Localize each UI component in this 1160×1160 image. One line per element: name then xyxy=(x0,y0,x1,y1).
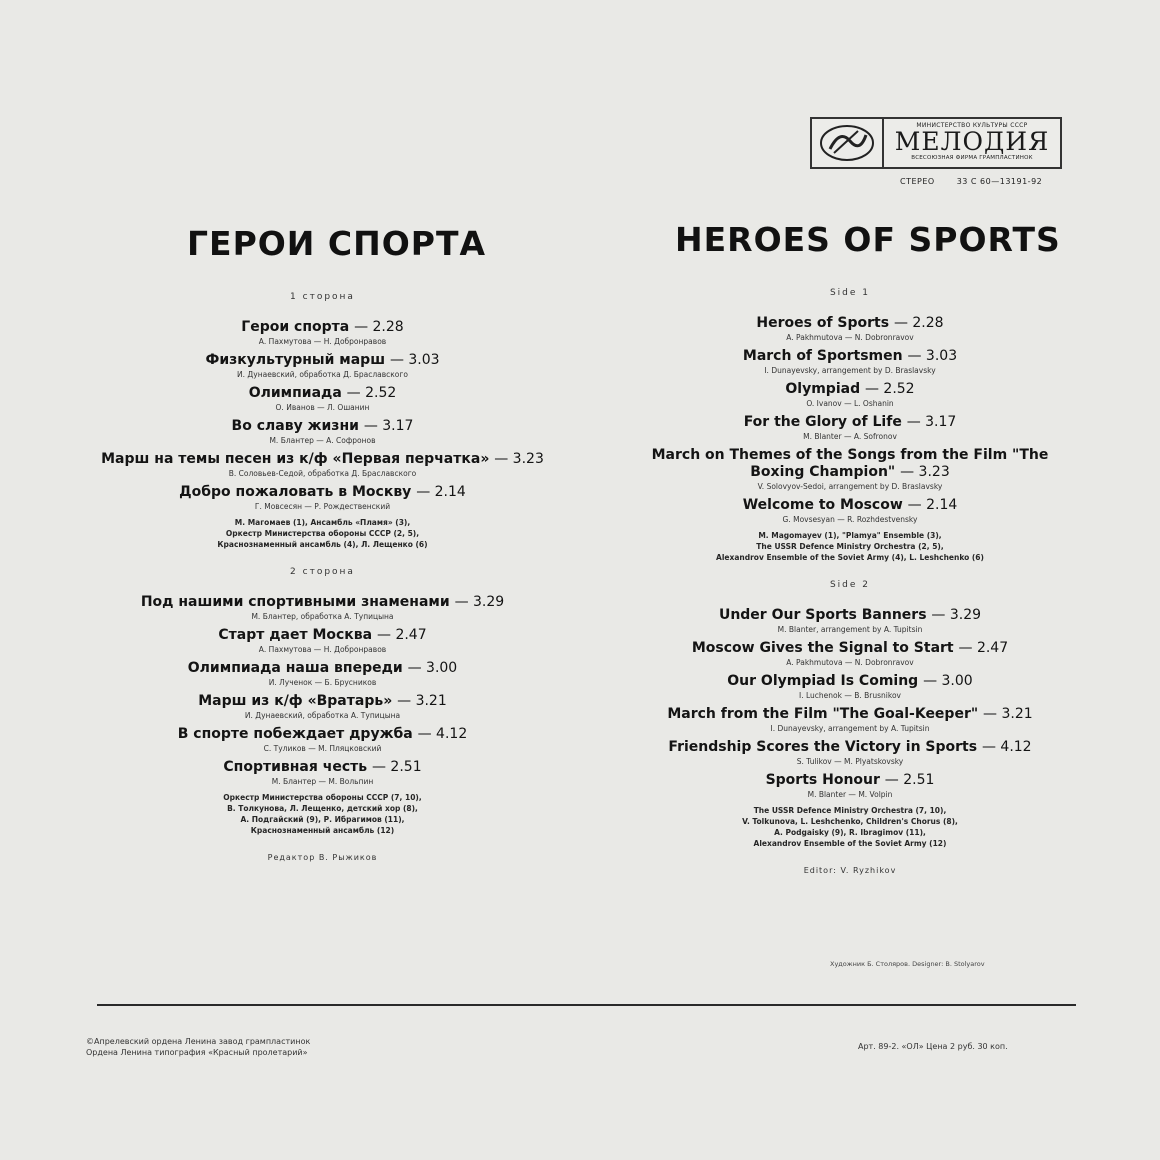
track-item xyxy=(625,497,1075,525)
footer-line-2: Ордена Ленина типография «Красный пролетарий» xyxy=(86,1048,308,1057)
performer-line: The USSR Defence Ministry Orchestra (2, 5), xyxy=(756,542,944,551)
track-credit: I. Dunayevsky, arrangement by D. Braslavsky xyxy=(764,366,936,375)
track-duration: — 4.12 xyxy=(981,739,1032,755)
track-credit: И. Дунаевский, обработка Д. Браславского xyxy=(237,370,408,379)
track-title: Физкультурный марш xyxy=(205,352,386,368)
track-duration: — 2.28 xyxy=(354,319,404,335)
track-title: March of Sportsmen xyxy=(742,348,903,364)
side-2-label-ru: 2 сторона xyxy=(290,567,355,577)
track-item xyxy=(95,726,550,754)
performer-line: M. Magomayev (1), "Plamya" Ensemble (3), xyxy=(758,531,942,540)
performer-line: В. Толкунова, Л. Лещенко, детский хор (8), xyxy=(227,804,418,813)
track-item xyxy=(625,315,1075,343)
track-item xyxy=(95,660,550,688)
stereo-label: СТЕРЕО xyxy=(900,177,935,186)
track-title: Герои спорта xyxy=(241,319,350,335)
track-title: Heroes of Sports xyxy=(756,315,890,331)
track-credit: И. Дунаевский, обработка А. Тупицына xyxy=(244,711,401,720)
track-duration: — 2.52 xyxy=(346,385,397,401)
track-title: Под нашими спортивными знаменами xyxy=(140,594,450,610)
title-ru: ГЕРОИ СПОРТА xyxy=(187,224,487,263)
track-item xyxy=(625,381,1075,409)
track-duration: — 2.14 xyxy=(907,497,958,513)
footer-divider xyxy=(97,1004,1076,1006)
track-duration: — 3.17 xyxy=(906,414,957,430)
track-duration: — 3.03 xyxy=(907,348,958,364)
track-item xyxy=(625,739,1075,767)
track-title: Марш на темы песен из к/ф «Первая перчатка» xyxy=(101,451,490,467)
track-duration: — 3.17 xyxy=(363,418,414,434)
track-item xyxy=(95,594,550,622)
track-title: Добро пожаловать в Москву xyxy=(179,484,412,500)
track-credit: O. Ivanov — L. Oshanin xyxy=(806,399,894,408)
editor-en: Editor: V. Ryzhikov xyxy=(803,866,897,875)
track-credit: M. Blanter — M. Volpin xyxy=(807,790,893,799)
track-duration: — 2.47 xyxy=(377,627,427,643)
track-title: Sports Honour xyxy=(765,772,880,788)
performer-line: Краснознаменный ансамбль (12) xyxy=(250,826,395,835)
track-title: Our Olympiad Is Coming xyxy=(727,673,919,689)
track-duration: — 3.21 xyxy=(397,693,447,709)
track-title: Under Our Sports Banners xyxy=(718,607,927,623)
track-title: For the Glory of Life xyxy=(743,414,902,430)
track-credit: A. Pakhmutova — N. Dobronravov xyxy=(786,333,914,342)
track-item xyxy=(95,484,550,512)
catalog-code: 33 С 60—13191-92 xyxy=(956,177,1043,186)
track-credit: M. Blanter, arrangement by A. Tupitsin xyxy=(777,625,923,634)
performer-line: Alexandrov Ensemble of the Soviet Army (4), L. Leshchenko (6) xyxy=(716,553,984,562)
track-credit: S. Tulikov — M. Plyatskovsky xyxy=(796,757,904,766)
track-duration: — 2.52 xyxy=(864,381,915,397)
track-item xyxy=(625,772,1075,800)
melodiya-logo xyxy=(810,117,1062,169)
track-credit: G. Movsesyan — R. Rozhdestvensky xyxy=(782,515,918,524)
side-1-label-en: Side 1 xyxy=(829,288,871,298)
track-duration: — 3.03 xyxy=(389,352,440,368)
track-credit: С. Туликов — М. Пляцковский xyxy=(263,744,382,753)
performers-ru-side2 xyxy=(95,792,550,836)
designer-credit: Художник Б. Столяров. Designer: B. Stolyarov xyxy=(830,960,985,968)
track-title: Олимпиада наша впереди xyxy=(187,660,403,676)
track-item xyxy=(625,348,1075,376)
track-credit: А. Пахмутова — Н. Добронравов xyxy=(258,645,387,654)
track-item xyxy=(95,418,550,446)
logo-ministry-text: МИНИСТЕРСТВО КУЛЬТУРЫ СССР xyxy=(916,122,1028,129)
track-credit: О. Иванов — Л. Ошанин xyxy=(275,403,370,412)
track-title: March on Themes of the Songs from the Film "The Boxing Champion" xyxy=(651,447,1049,480)
track-credit: Г. Мовсесян — Р. Рождественский xyxy=(254,502,391,511)
performer-line: М. Магомаев (1), Ансамбль «Пламя» (3), xyxy=(234,518,411,527)
track-duration: — 3.21 xyxy=(983,706,1033,722)
performer-line: А. Подгайский (9), Р. Ибрагимов (11), xyxy=(240,815,405,824)
side-1-label-ru: 1 сторона xyxy=(290,292,355,302)
track-title: Старт дает Москва xyxy=(218,627,373,643)
track-credit: М. Блантер, обработка А. Тупицына xyxy=(251,612,394,621)
track-item xyxy=(95,451,550,479)
track-credit: V. Solovyov-Sedoi, arrangement by D. Braslavsky xyxy=(757,482,943,491)
track-title: Olympiad xyxy=(785,381,861,397)
track-item xyxy=(95,352,550,380)
track-title: В спорте побеждает дружба xyxy=(177,726,413,742)
column-ru xyxy=(95,292,550,862)
track-item xyxy=(95,693,550,721)
track-duration: — 3.29 xyxy=(454,594,505,610)
track-title: Friendship Scores the Victory in Sports xyxy=(668,739,978,755)
track-item xyxy=(95,759,550,787)
track-item xyxy=(625,607,1075,635)
track-list-en-side1 xyxy=(625,315,1075,525)
performer-line: Оркестр Министерства обороны СССР (2, 5), xyxy=(225,529,420,538)
performer-line: The USSR Defence Ministry Orchestra (7, 10), xyxy=(753,806,947,815)
track-list-ru-side1 xyxy=(95,319,550,512)
track-item xyxy=(95,385,550,413)
footer-printer-info xyxy=(86,1036,310,1058)
track-title: March from the Film "The Goal-Keeper" xyxy=(667,706,979,722)
track-duration: — 3.23 xyxy=(494,451,544,467)
track-credit: А. Пахмутова — Н. Добронравов xyxy=(258,337,387,346)
column-en xyxy=(625,288,1075,875)
track-title: Спортивная честь xyxy=(223,759,368,775)
track-list-ru-side2 xyxy=(95,594,550,787)
track-duration: — 2.51 xyxy=(371,759,422,775)
side-2-label-en: Side 2 xyxy=(829,580,871,590)
track-duration: — 4.12 xyxy=(417,726,468,742)
performers-ru-side1 xyxy=(95,517,550,550)
track-credit: В. Соловьев-Седой, обработка Д. Браславского xyxy=(228,469,417,478)
track-credit: М. Блантер — М. Вольпин xyxy=(271,777,374,786)
track-duration: — 2.47 xyxy=(958,640,1009,656)
track-duration: — 3.23 xyxy=(900,464,950,480)
track-duration: — 2.14 xyxy=(416,484,466,500)
track-item xyxy=(95,627,550,655)
track-credit: I. Luchenok — B. Brusnikov xyxy=(799,691,901,700)
track-credit: М. Блантер — А. Софронов xyxy=(269,436,376,445)
track-title: Welcome to Moscow xyxy=(742,497,903,513)
track-item xyxy=(625,640,1075,668)
track-title: Во славу жизни xyxy=(231,418,359,434)
editor-ru: Редактор В. Рыжиков xyxy=(267,853,378,862)
track-credit: И. Лученок — Б. Брусников xyxy=(268,678,377,687)
performers-en-side1 xyxy=(625,530,1075,563)
track-item xyxy=(95,319,550,347)
track-duration: — 2.28 xyxy=(893,315,944,331)
track-duration: — 3.29 xyxy=(931,607,982,623)
track-item xyxy=(625,673,1075,701)
track-item xyxy=(625,414,1075,442)
track-item xyxy=(625,706,1075,734)
melodiya-emblem-icon xyxy=(812,119,884,167)
track-duration: — 3.00 xyxy=(407,660,458,676)
footer-line-1: ©Апрелевский ордена Ленина завод грампластинок xyxy=(86,1037,311,1046)
track-title: Марш из к/ф «Вратарь» xyxy=(198,693,393,709)
track-title: Олимпиада xyxy=(248,385,342,401)
track-title: Moscow Gives the Signal to Start xyxy=(691,640,954,656)
track-duration: — 3.00 xyxy=(923,673,973,689)
title-en: HEROES OF SPORTS xyxy=(675,220,1061,259)
performer-line: Alexandrov Ensemble of the Soviet Army (12) xyxy=(753,839,947,848)
performer-line: Краснознаменный ансамбль (4), Л. Лещенко (6) xyxy=(217,540,428,549)
performer-line: A. Podgaisky (9), R. Ibragimov (11), xyxy=(774,828,926,837)
performer-line: V. Tolkunova, L. Leshchenko, Children's Chorus (8), xyxy=(742,817,958,826)
track-item xyxy=(625,447,1075,492)
logo-name: МЕЛОДИЯ xyxy=(894,127,1050,156)
track-credit: I. Dunayevsky, arrangement by A. Tupitsin xyxy=(770,724,930,733)
track-credit: A. Pakhmutova — N. Dobronravov xyxy=(786,658,914,667)
track-duration: — 2.51 xyxy=(884,772,935,788)
logo-firm-text: ВСЕСОЮЗНАЯ ФИРМА ГРАМПЛАСТИНОК xyxy=(911,155,1033,161)
performer-line: Оркестр Министерства обороны СССР (7, 10), xyxy=(223,793,422,802)
catalog-number xyxy=(900,177,1042,186)
performers-en-side2 xyxy=(625,805,1075,849)
track-credit: M. Blanter — A. Sofronov xyxy=(803,432,897,441)
footer-price: Арт. 89-2. «ОЛ» Цена 2 руб. 30 коп. xyxy=(858,1042,1008,1051)
track-list-en-side2 xyxy=(625,607,1075,800)
